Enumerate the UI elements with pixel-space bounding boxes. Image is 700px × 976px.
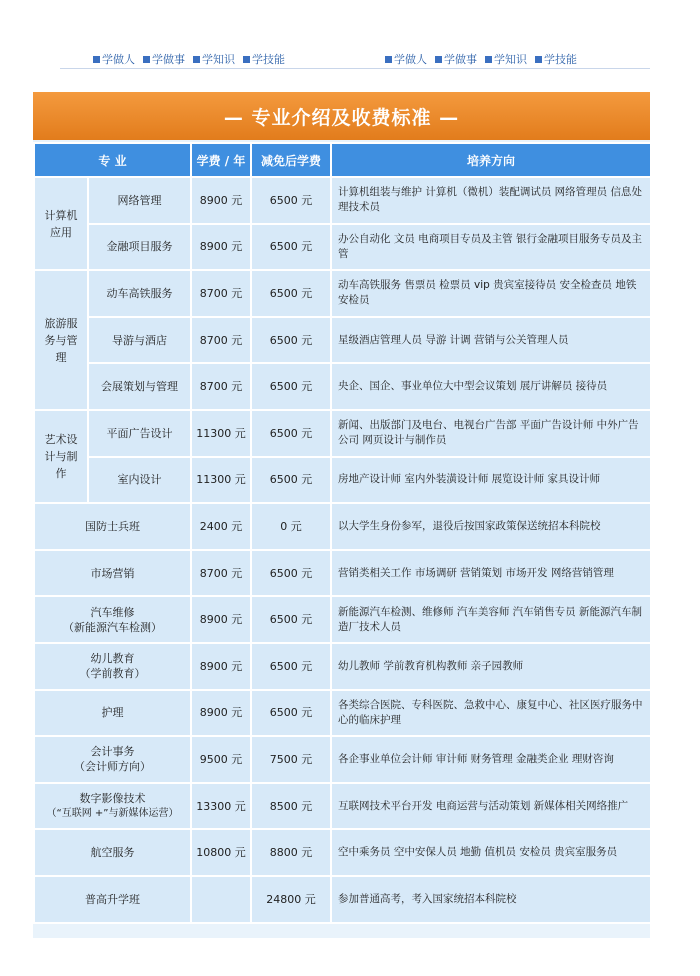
table-row <box>34 363 651 410</box>
direction-cell: 互联网技术平台开发 电商运营与活动策划 新媒体相关网络推广 <box>331 783 651 830</box>
major-subtitle: （会计师方向） <box>74 760 151 774</box>
fee-cell: 8700 元 <box>191 270 251 317</box>
square-bullet-icon <box>485 56 492 63</box>
direction-cell: 参加普通高考，考入国家统招本科院校 <box>331 876 651 923</box>
square-bullet-icon <box>193 56 200 63</box>
table-row <box>34 736 651 783</box>
header-fee: 学费 / 年 <box>191 143 251 177</box>
square-bullet-icon <box>143 56 150 63</box>
nav-group-right <box>385 51 577 67</box>
reduced-fee-cell: 6500 元 <box>251 550 331 597</box>
fee-sheet <box>33 92 650 938</box>
category-cell: 旅游服务与管理 <box>34 270 88 410</box>
major-cell: 国防士兵班 <box>34 503 191 550</box>
major-subtitle: （学前教育） <box>79 667 146 681</box>
table-row <box>34 410 651 457</box>
fee-cell: 8900 元 <box>191 596 251 643</box>
table-row <box>34 270 651 317</box>
fee-cell: 11300 元 <box>191 410 251 457</box>
reduced-fee-cell: 8800 元 <box>251 829 331 876</box>
table-row <box>34 457 651 504</box>
table-row <box>34 503 651 550</box>
reduced-fee-cell: 0 元 <box>251 503 331 550</box>
square-bullet-icon <box>535 56 542 63</box>
direction-cell: 新能源汽车检测、维修师 汽车美容师 汽车销售专员 新能源汽车制造厂技术人员 <box>331 596 651 643</box>
major-cell <box>34 783 191 830</box>
reduced-fee-cell: 6500 元 <box>251 270 331 317</box>
header-reduced-fee: 减免后学费 <box>251 143 331 177</box>
major-cell: 网络管理 <box>88 177 191 224</box>
table-row <box>34 783 651 830</box>
major-subtitle: （“互联网 +”与新媒体运营） <box>46 808 179 820</box>
nav-item[interactable] <box>243 51 285 67</box>
fee-cell <box>191 876 251 923</box>
nav-divider <box>60 68 650 69</box>
fee-cell: 9500 元 <box>191 736 251 783</box>
reduced-fee-cell: 6500 元 <box>251 690 331 737</box>
major-cell: 普高升学班 <box>34 876 191 923</box>
major-cell: 护理 <box>34 690 191 737</box>
square-bullet-icon <box>93 56 100 63</box>
reduced-fee-cell: 7500 元 <box>251 736 331 783</box>
reduced-fee-cell: 8500 元 <box>251 783 331 830</box>
reduced-fee-cell: 6500 元 <box>251 317 331 364</box>
major-subtitle: （新能源汽车检测） <box>63 620 162 634</box>
nav-item[interactable] <box>485 51 527 67</box>
major-cell: 航空服务 <box>34 829 191 876</box>
table-row <box>34 550 651 597</box>
fee-table <box>33 142 652 924</box>
nav-item[interactable] <box>435 51 477 67</box>
reduced-fee-cell: 6500 元 <box>251 363 331 410</box>
major-name: 数字影像技术 <box>79 792 146 806</box>
nav-item[interactable] <box>193 51 235 67</box>
nav-label: 学做事 <box>444 53 477 66</box>
table-row <box>34 224 651 271</box>
reduced-fee-cell: 6500 元 <box>251 596 331 643</box>
nav-label: 学做人 <box>102 53 135 66</box>
direction-cell: 空中乘务员 空中安保人员 地勤 值机员 安检员 贵宾室服务员 <box>331 829 651 876</box>
table-header-row <box>34 143 651 177</box>
fee-cell: 8700 元 <box>191 317 251 364</box>
fee-cell: 13300 元 <box>191 783 251 830</box>
direction-cell: 动车高铁服务 售票员 检票员 vip 贵宾室接待员 安全检查员 地铁安检员 <box>331 270 651 317</box>
category-cell: 计算机应用 <box>34 177 88 270</box>
reduced-fee-cell: 6500 元 <box>251 457 331 504</box>
fee-cell: 8700 元 <box>191 363 251 410</box>
direction-cell: 幼儿教师 学前教育机构教师 亲子园教师 <box>331 643 651 690</box>
nav-item[interactable] <box>385 51 427 67</box>
reduced-fee-cell: 6500 元 <box>251 643 331 690</box>
nav-item[interactable] <box>535 51 577 67</box>
table-row <box>34 829 651 876</box>
table-row <box>34 643 651 690</box>
square-bullet-icon <box>243 56 250 63</box>
direction-cell: 星级酒店管理人员 导游 计调 营销与公关管理人员 <box>331 317 651 364</box>
major-cell <box>34 736 191 783</box>
direction-cell: 新闻、出版部门及电台、电视台广告部 平面广告设计师 中外广告公司 网页设计与制作员 <box>331 410 651 457</box>
fee-cell: 8900 元 <box>191 224 251 271</box>
reduced-fee-cell: 6500 元 <box>251 177 331 224</box>
fee-cell: 2400 元 <box>191 503 251 550</box>
major-name: 会计事务 <box>90 745 135 759</box>
direction-cell: 办公自动化 文员 电商项目专员及主管 银行金融项目服务专员及主管 <box>331 224 651 271</box>
table-row <box>34 177 651 224</box>
header-major: 专 业 <box>34 143 191 177</box>
fee-cell: 8700 元 <box>191 550 251 597</box>
square-bullet-icon <box>385 56 392 63</box>
fee-cell: 8900 元 <box>191 177 251 224</box>
major-name: 幼儿教育 <box>90 652 135 666</box>
direction-cell: 各类综合医院、专科医院、急救中心、康复中心、社区医疗服务中心的临床护理 <box>331 690 651 737</box>
nav-label: 学做人 <box>394 53 427 66</box>
reduced-fee-cell: 6500 元 <box>251 410 331 457</box>
category-cell: 艺术设计与制作 <box>34 410 88 503</box>
top-navigation <box>0 0 700 70</box>
fee-cell: 11300 元 <box>191 457 251 504</box>
major-name: 汽车维修 <box>90 605 135 619</box>
nav-item[interactable] <box>143 51 185 67</box>
reduced-fee-cell: 6500 元 <box>251 224 331 271</box>
nav-label: 学做事 <box>152 53 185 66</box>
nav-group-left <box>93 51 285 67</box>
fee-cell: 8900 元 <box>191 643 251 690</box>
major-cell: 会展策划与管理 <box>88 363 191 410</box>
page-title: — 专业介绍及收费标准 — <box>33 92 650 140</box>
square-bullet-icon <box>435 56 442 63</box>
fee-cell: 8900 元 <box>191 690 251 737</box>
reduced-fee-cell: 24800 元 <box>251 876 331 923</box>
table-row <box>34 596 651 643</box>
major-cell: 平面广告设计 <box>88 410 191 457</box>
major-cell: 市场营销 <box>34 550 191 597</box>
direction-cell: 以大学生身份参军，退役后按国家政策保送统招本科院校 <box>331 503 651 550</box>
nav-label: 学技能 <box>544 53 577 66</box>
nav-label: 学知识 <box>494 53 527 66</box>
table-row <box>34 317 651 364</box>
direction-cell: 计算机组装与维护 计算机（微机）装配调试员 网络管理员 信息处理技术员 <box>331 177 651 224</box>
major-cell: 室内设计 <box>88 457 191 504</box>
major-cell: 动车高铁服务 <box>88 270 191 317</box>
table-row <box>34 690 651 737</box>
header-direction: 培养方向 <box>331 143 651 177</box>
nav-item[interactable] <box>93 51 135 67</box>
major-cell: 金融项目服务 <box>88 224 191 271</box>
major-cell <box>34 596 191 643</box>
direction-cell: 各企事业单位会计师 审计师 财务管理 金融类企业 理财咨询 <box>331 736 651 783</box>
direction-cell: 央企、国企、事业单位大中型会议策划 展厅讲解员 接待员 <box>331 363 651 410</box>
nav-label: 学技能 <box>252 53 285 66</box>
major-cell: 导游与酒店 <box>88 317 191 364</box>
direction-cell: 营销类相关工作 市场调研 营销策划 市场开发 网络营销管理 <box>331 550 651 597</box>
nav-label: 学知识 <box>202 53 235 66</box>
major-cell <box>34 643 191 690</box>
direction-cell: 房地产设计师 室内外装潢设计师 展览设计师 家具设计师 <box>331 457 651 504</box>
table-row <box>34 876 651 923</box>
fee-cell: 10800 元 <box>191 829 251 876</box>
